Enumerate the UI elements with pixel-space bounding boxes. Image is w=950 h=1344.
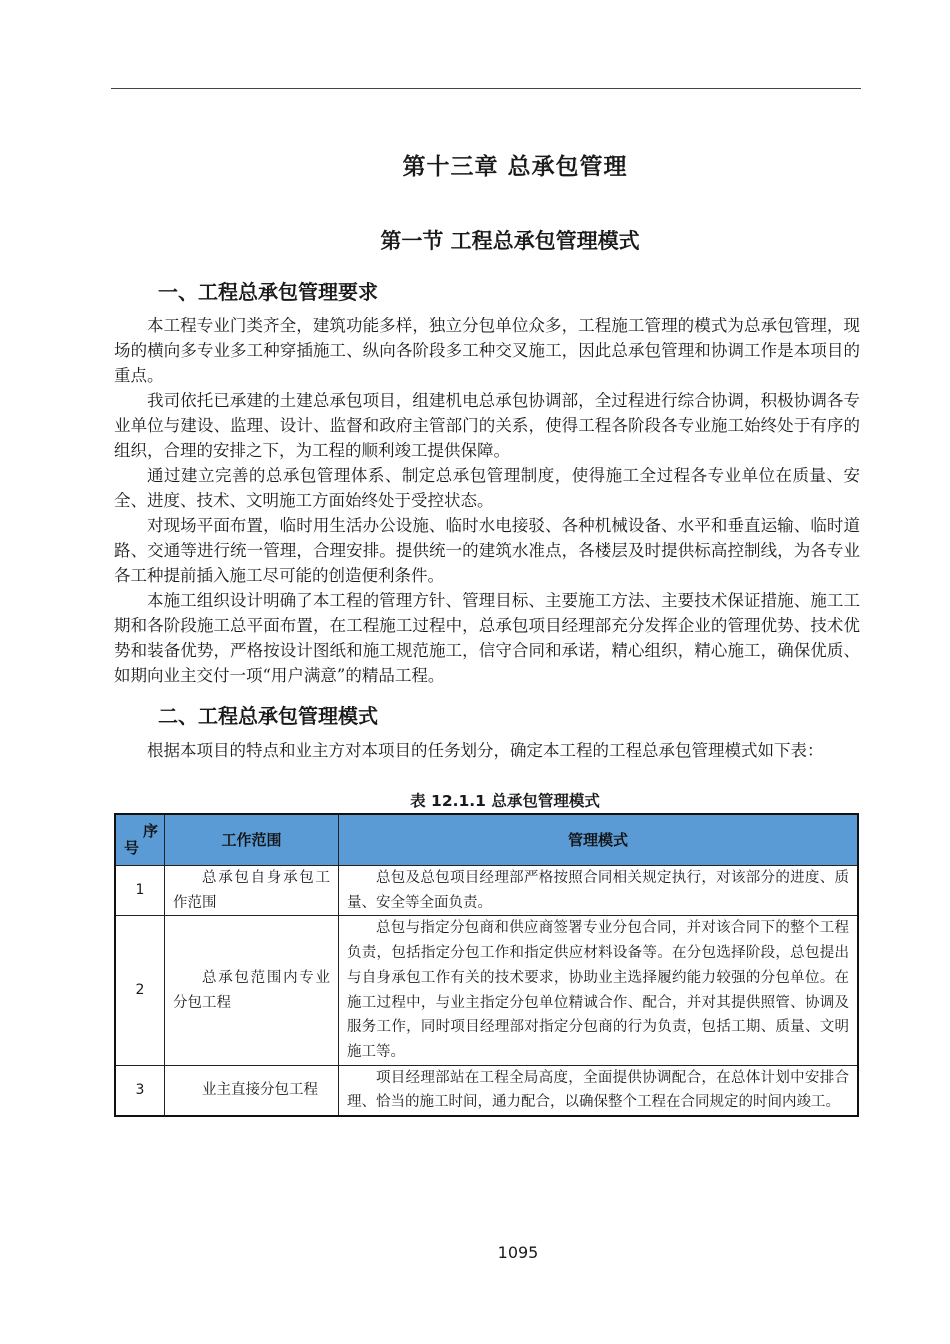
subsection-1-body [114,313,860,688]
chapter-title: 第十三章 总承包管理 [402,154,628,180]
row-scope: 总承包自身承包工作范围 [165,866,339,916]
row-mode: 项目经理部站在工程全局高度，全面提供协调配合，在总体计划中安排合理、恰当的施工时间，通力配合，以确保整个工程在合同规定的时间内竣工。 [339,1065,859,1116]
header-rule [111,88,861,89]
paragraph: 本施工组织设计明确了本工程的管理方针、管理目标、主要施工方法、主要技术保证措施、施工工期和各阶段施工总平面布置，在工程施工过程中，总承包项目经理部充分发挥企业的管理优势、技术优势和装备优势，严格按设计图纸和施工规范施工，信守合同和承诺，精心组织，精心施工，确保优质、如期向业主交付一项“用户满意”的精品工程。 [114,591,860,685]
table-row [115,866,858,916]
table-row [115,1065,858,1116]
subsection-heading-1: 一、工程总承包管理要求 [158,280,378,304]
header-mode: 管理模式 [339,814,859,866]
paragraph: 本工程专业门类齐全，建筑功能多样，独立分包单位众多，工程施工管理的模式为总承包管理，现场的横向多专业多工种穿插施工、纵向各阶段多工种交叉施工，因此总承包管理和协调工作是本项目的重点。 [114,316,860,385]
header-no-bottom: 号 [124,839,140,858]
section-title: 第一节 工程总承包管理模式 [380,229,640,253]
table-caption: 表 12.1.1 总承包管理模式 [410,792,600,810]
row-mode: 总包与指定分包商和供应商签署专业分包合同，并对该合同下的整个工程负责，包括指定分包工作和指定供应材料设备等。在分包选择阶段，总包提出与自身承包工作有关的技术要求，协助业主选择履约能力较强的分包单位。在施工过程中，与业主指定分包单位精诚合作、配合，并对其提供照管、协调及服务工作，同时项目经理部对指定分包商的行为负责，包括工期、质量、文明施工等。 [339,916,859,1065]
header-scope: 工作范围 [165,814,339,866]
paragraph: 对现场平面布置，临时用生活办公设施、临时水电接驳、各种机械设备、水平和垂直运输、临时道路、交通等进行统一管理，合理安排。提供统一的建筑水准点，各楼层及时提供标高控制线，为各专业各工种提前插入施工尽可能的创造便利条件。 [114,516,860,585]
paragraph: 根据本项目的特点和业主方对本项目的任务划分，确定本工程的工程总承包管理模式如下表： [147,741,824,760]
paragraph: 我司依托已承建的土建总承包项目，组建机电总承包协调部，全过程进行综合协调，积极协调各专业单位与建设、监理、设计、监督和政府主管部门的关系，使得工程各阶段各专业施工始终处于有序的组织，合理的安排之下，为工程的顺利竣工提供保障。 [114,391,860,460]
management-mode-table [114,813,859,1117]
table-header-row [115,814,858,866]
header-no [115,814,165,866]
row-mode: 总包及总包项目经理部严格按照合同相关规定执行，对该部分的进度、质量、安全等全面负责。 [339,866,859,916]
row-scope: 总承包范围内专业分包工程 [165,916,339,1065]
row-number: 2 [115,916,165,1065]
row-scope: 业主直接分包工程 [165,1065,339,1116]
subsection-heading-2: 二、工程总承包管理模式 [158,704,378,728]
row-number: 1 [115,866,165,916]
header-no-top: 序 [142,822,158,840]
page-number: 1095 [497,1243,539,1262]
paragraph: 通过建立完善的总承包管理体系、制定总承包管理制度，使得施工全过程各专业单位在质量、安全、进度、技术、文明施工方面始终处于受控状态。 [114,466,860,510]
row-number: 3 [115,1065,165,1116]
subsection-2-body [114,738,860,763]
table-row [115,916,858,1065]
